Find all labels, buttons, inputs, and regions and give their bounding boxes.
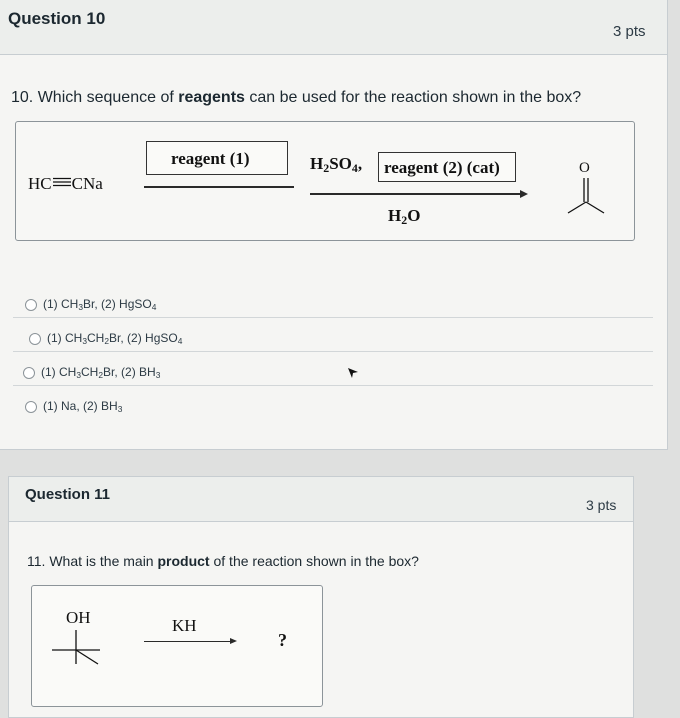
reaction-arrow-2 <box>310 193 524 195</box>
reagent-1-box: reagent (1) <box>146 141 288 175</box>
acetone-skeleton-icon <box>564 160 608 218</box>
reaction-box-10 <box>15 121 635 241</box>
water-reagent: $H_2O$ <box>388 206 421 227</box>
reagent-2-box: reagent (2) (cat) <box>378 152 516 182</box>
triple-bond-icon <box>53 172 71 182</box>
reaction-arrowhead-2 <box>520 190 528 198</box>
answer-label-1[interactable]: (1) $CH_3Br$, (2) HgSO$_4$ <box>43 297 157 313</box>
acetone-product-structure <box>564 160 608 218</box>
answer-label-3[interactable]: (1) $CH_3CH_2Br$, (2) $BH_3$ <box>41 365 161 381</box>
reaction-arrow-11 <box>144 641 232 642</box>
question-10-prompt: 10. Which sequence of reagents can be used for the reaction shown in the box? <box>11 89 582 106</box>
answer-option-3[interactable] <box>13 357 653 386</box>
question-11-prompt: 11. What is the main product of the reaction shown in the box? <box>27 553 419 569</box>
question-11-title: Question 11 <box>25 486 111 503</box>
radio-button[interactable] <box>23 367 35 379</box>
reaction-arrowhead-11 <box>230 638 237 644</box>
question-10-title: Question 10 <box>8 9 106 28</box>
reaction-box-11 <box>31 585 323 707</box>
radio-button[interactable] <box>29 333 41 345</box>
acid-reagent: $H_2SO_4$, <box>310 154 363 175</box>
answer-option-4[interactable] <box>13 391 653 419</box>
question-11-card <box>8 476 634 718</box>
reaction-arrow-1 <box>144 186 294 188</box>
tert-butanol-skeleton-icon <box>50 626 110 670</box>
mouse-cursor-icon <box>347 367 359 379</box>
hydroxyl-group: OH <box>66 608 91 627</box>
unknown-product: ? <box>278 630 287 650</box>
reagent-kh: KH <box>172 616 197 635</box>
answer-option-1[interactable] <box>13 289 653 318</box>
answer-label-2[interactable]: (1) $CH_3CH_2Br$, (2) HgSO$_4$ <box>47 331 183 347</box>
answer-option-2[interactable] <box>13 323 653 352</box>
carbonyl-oxygen: O <box>579 160 590 176</box>
radio-button[interactable] <box>25 401 37 413</box>
starting-material: HC CNa <box>28 174 103 193</box>
answer-label-4[interactable]: (1) Na, (2) $BH_3$ <box>43 399 123 415</box>
question-11-points: 3 pts <box>586 497 617 513</box>
radio-button[interactable] <box>25 299 37 311</box>
question-10-points: 3 pts <box>613 23 646 40</box>
